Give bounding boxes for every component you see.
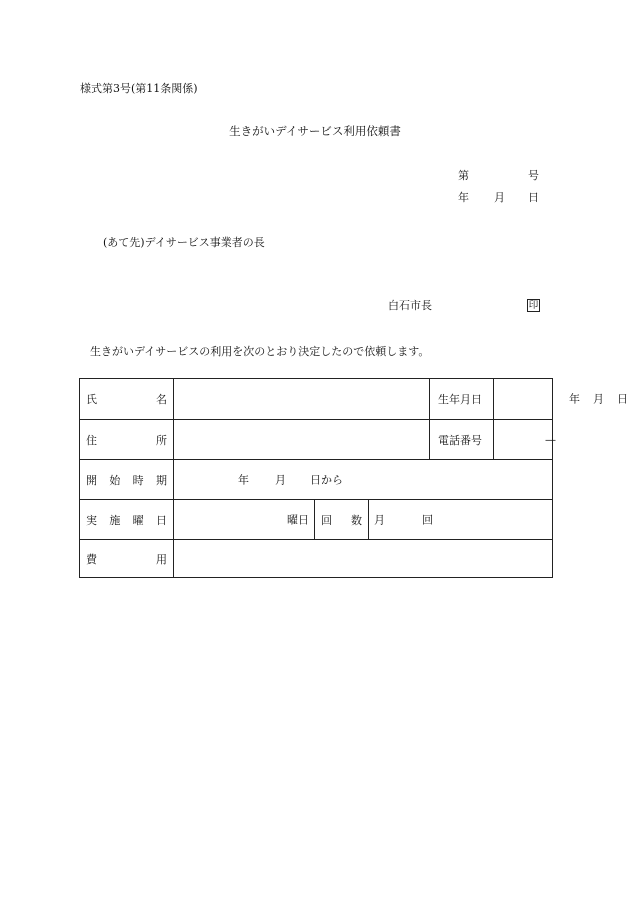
issue-date-year: 年 (458, 191, 469, 204)
count-month: 月 (374, 513, 385, 526)
start-label-char: 期 (155, 473, 167, 487)
name-label-char: 氏 (86, 393, 97, 406)
start-label-char: 始 (109, 473, 121, 487)
weekday-field[interactable] (173, 500, 314, 539)
address-label (80, 420, 173, 459)
document-number-suffix: 号 (528, 169, 539, 182)
table-row-weekday (80, 499, 552, 539)
body-text: 生きがいデイサービスの利用を次のとおり決定したので依頼します。 (90, 345, 430, 358)
document-number-prefix: 第 (458, 169, 469, 182)
start-period-field[interactable] (173, 460, 554, 499)
start-label-char: 時 (132, 473, 144, 487)
weekday-label (80, 500, 173, 539)
count-label-char: 数 (351, 513, 362, 527)
start-year: 年 (238, 473, 249, 486)
count-field[interactable] (368, 500, 554, 539)
request-form-table (79, 378, 628, 578)
start-month: 月 (275, 473, 286, 486)
name-field[interactable] (173, 379, 429, 419)
count-label (314, 500, 368, 539)
table-row-name (80, 379, 628, 419)
table-row-start (80, 459, 552, 499)
birthdate-label-text: 生年月日 (438, 393, 482, 406)
name-label (80, 379, 173, 419)
address-field[interactable] (173, 420, 429, 459)
cost-label-char: 用 (156, 552, 167, 566)
address-label-char: 所 (156, 433, 167, 447)
name-label-char: 名 (156, 393, 167, 406)
count-label-char: 回 (321, 513, 332, 527)
birthdate-year: 年 (569, 392, 580, 406)
weekday-label-char: 日 (155, 513, 167, 527)
phone-label-text: 電話番号 (438, 433, 482, 447)
sender-name: 白石市長 (388, 299, 432, 312)
weekday-label-char: 曜 (132, 513, 144, 527)
birthdate-day: 日 (617, 392, 628, 406)
start-day-from: 日から (310, 473, 343, 486)
birthdate-field[interactable] (493, 379, 628, 419)
address-label-char: 住 (86, 433, 97, 447)
cost-label-char: 費 (86, 552, 97, 566)
phone-separator: — (545, 433, 556, 446)
phone-label (429, 420, 493, 459)
start-label-char: 開 (86, 473, 97, 487)
phone-field[interactable] (493, 420, 554, 459)
document-title: 生きがいデイサービス利用依頼書 (229, 124, 401, 138)
count-unit: 回 (422, 513, 433, 526)
seal-mark: 印 (528, 299, 539, 311)
table-row-address (80, 419, 556, 459)
weekday-suffix: 曜日 (287, 513, 309, 526)
issue-date-month: 月 (494, 191, 505, 204)
birthdate-label (429, 379, 493, 419)
issue-date-day: 日 (528, 191, 539, 204)
weekday-label-char: 施 (109, 513, 121, 527)
form-number: 様式第3号(第11条関係) (80, 82, 198, 95)
cost-label (80, 540, 173, 577)
birthdate-month: 月 (593, 392, 604, 406)
addressee: (あて先)デイサービス事業者の長 (103, 236, 265, 249)
start-period-label (80, 460, 173, 499)
weekday-label-char: 実 (86, 513, 97, 527)
cost-field[interactable] (173, 540, 554, 577)
table-row-cost (80, 539, 552, 577)
